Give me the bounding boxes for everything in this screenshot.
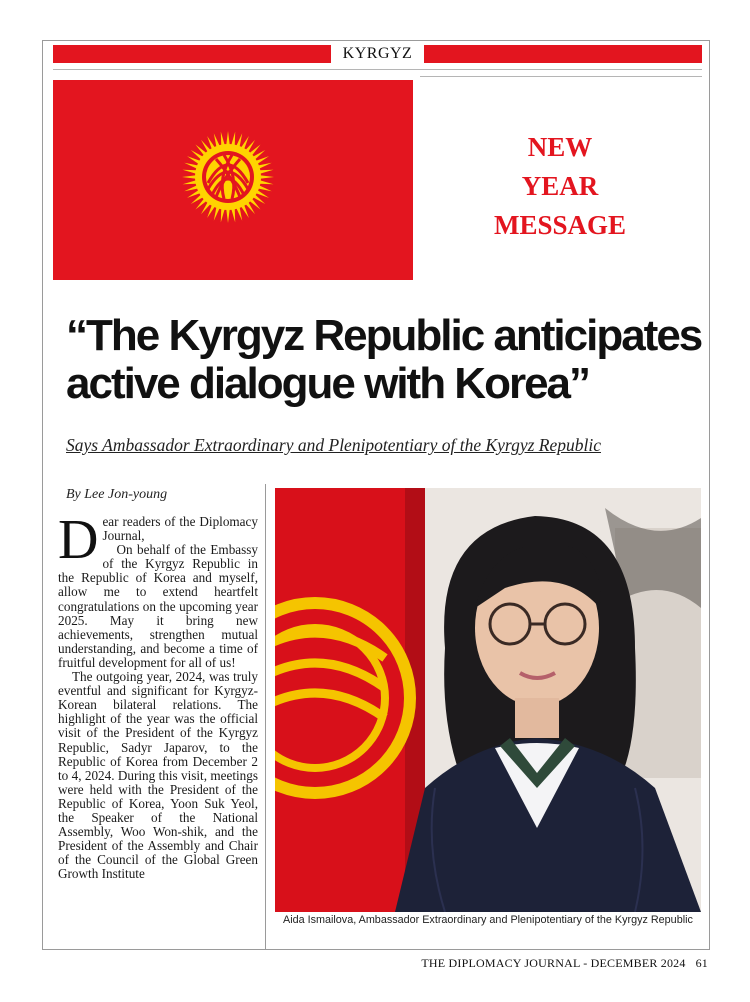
drop-cap: D	[58, 515, 99, 571]
article-body	[58, 515, 258, 945]
body-paragraph: The outgoing year, 2024, was truly eventful and significant for Kyrgyz-Korean bilateral relations. The highlight of the year was the official visit of the President of the Kyrgyz Republic, Sadyr Japarov, to the Republic of Korea from December 2 to 4, 2024. During this visit, meetings were held with the President of the Republic of Korea, Yoon Suk Yeol, the Speaker of the National Assembly, Woo Won-shik, and the President of the Assembly and Chair of the Council of the Global Green Growth Institute	[58, 669, 258, 882]
article-subhead: Says Ambassador Extraordinary and Plenipotentiary of the Kyrgyz Republic	[66, 435, 601, 455]
publication-name: THE DIPLOMACY JOURNAL - DECEMBER 2024	[421, 956, 686, 970]
header-rule	[53, 69, 702, 70]
ambassador-portrait-image	[275, 488, 701, 912]
body-paragraph: On behalf of the Embassy of the Kyrgyz Republic in the Republic of Korea and myself, allow me to extend heartfelt congratulations on the upcoming year 2025. May it bring new achievements, strengthen mutual understanding, and become a time of fruitful development for all of us!	[58, 542, 258, 670]
page-footer	[421, 956, 708, 971]
title-line-2: YEAR	[521, 171, 599, 201]
column-divider	[265, 484, 266, 950]
photo-caption: Aida Ismailova, Ambassador Extraordinary and Plenipotentiary of the Kyrgyz Republic	[283, 914, 693, 926]
article-headline: “The Kyrgyz Republic anticipates active dialogue with Korea”	[66, 311, 702, 408]
title-line-3: MESSAGE	[493, 210, 627, 240]
banner-rule-top	[420, 76, 702, 77]
header-red-bar-left	[53, 45, 331, 63]
page-number: 61	[695, 956, 708, 970]
kyrgyz-flag	[53, 80, 413, 280]
body-paragraph	[58, 515, 258, 571]
body-text: ear readers of the Diplomacy Journal,	[102, 515, 258, 544]
kyrgyz-flag-icon	[53, 80, 413, 280]
title-line-1: NEW	[527, 132, 593, 162]
new-year-message-title	[470, 128, 650, 245]
ambassador-photo	[275, 488, 701, 912]
byline: By Lee Jon-young	[66, 487, 168, 502]
section-label: KYRGYZ	[342, 45, 413, 62]
header-red-bar-right	[424, 45, 702, 63]
